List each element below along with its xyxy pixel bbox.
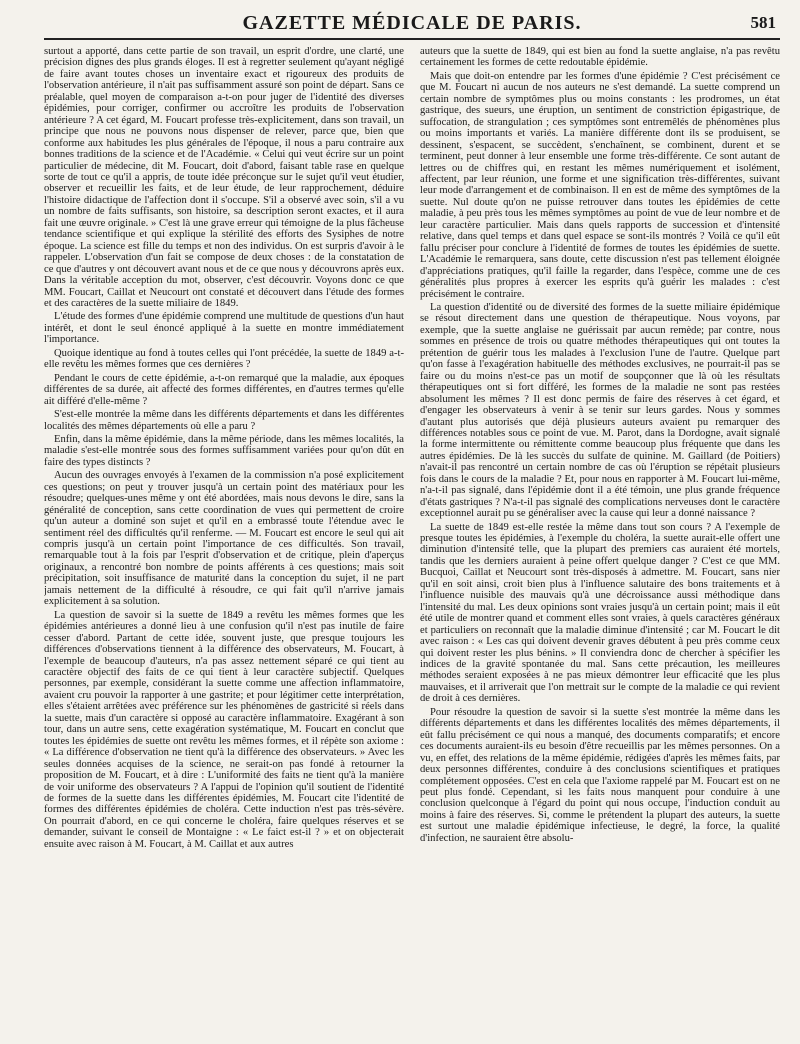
paragraph: La question d'identité ou de diversité des formes de la suette miliaire épidémique se résout directement dans une question de thérapeutique. Nous voyons, par exemple, que la suette anglaise ne guérissait par aucun remède; par contre, nous sommes en présence de trois ou quatre méthodes thérapeutiques qui ont toutes la prétention de guérir tous les malades à l'exclusion l'une de l'autre. Quelque part qu'on fasse à l'exagération habituelle des méthodes exclusives, ne pourrait-il pas se faire ou du moins n'est-ce pas un motif de soupçonner que là où les résultats thérapeutiques ont si fort différé, les formes de la maladie ne sont pas restées absolument les mêmes ? Il est donc permis de faire des réserves à cet égard, et d'engager les observateurs à venir à se tenir sur leurs gardes. Nous y sommes d'autant plus autorisés que déjà plusieurs auteurs avaient pu remarquer des différences notables sous ce point de vue. M. Parot, dans la Dordogne, avait signalé la forme intermittente ou rémittente comme beaucoup plus fréquente que dans les autres épidémies. De là les succès du sulfate de quinine. M. Gaillard (de Poitiers) n'avait-il pas rencontré un certain nombre de cas où l'éruption se répétait plusieurs fois dans le cours de la maladie ? Et, pour nous en rapporter à M. Foucart lui-même, n'a-t-il pas signalé, dans l'épidémie dont il a été témoin, une plus grande fréquence d'états gastriques ? N'a-t-il pas signalé des complications nerveuses dont le caractère exceptionnel aurait pu se généraliser avec la cause qui leur a donné naissance ? <box>420 301 780 520</box>
right-column <box>420 46 780 1044</box>
paragraph: La question de savoir si la suette de 1849 a revêtu les mêmes formes que les épidémies antérieures a donné lieu à une confusion qu'il n'est pas inutile de faire cesser d'abord. Partant de cette idée, souvent juste, que presque toujours les différences d'observations tiennent à la différence des observateurs, M. Foucart, à l'exemple de beaucoup d'auteurs, n'a pas assez nettement séparé ce qui tient au caractère objectif des faits de ce qui tient à leur caractère subjectif. Quelques personnes, par exemple, considérant la suette comme une affection inflammatoire, avaient cru pouvoir la rapporter à une gastrite; et pour légitimer cette interprétation, elles s'étaient arrêtées avec préférence sur les phénomènes de gastricité si réels dans la suette, mais d'un caractère si opposé au caractère inflammatoire. Exagérant à son tour, dans un autre sens, cette exagération systématique, M. Foucart en conclut que toutes les épidémies de suette ont revêtu les mêmes formes, et il répète son axiome : « La différence d'observation ne tient qu'à la différence des observateurs. » Avec les seules données acquises de la science, ne serait-on pas fondé à retourner la proposition de M. Foucart, et à dire : L'uniformité des faits ne tient qu'à la manière de voir uniforme des observateurs ? A l'appui de l'opinion qu'il soutient de l'identité de formes de la suette dans les différentes épidémies, M. Foucart cite l'identité de formes des différentes épidémies de choléra. Cette induction n'est pas très-sévère. On pourrait d'abord, en ce qui concerne le choléra, faire quelques réserves et se demander, suivant le conseil de Montaigne : « Le faict est-il ? » et on objecterait ensuite avec raison à M. Foucart, à M. Caillat et aux autres <box>44 609 404 850</box>
page-number: 581 <box>750 13 776 32</box>
text-columns <box>44 46 780 1044</box>
paragraph: Pour résoudre la question de savoir si la suette s'est montrée la même dans les différents départements et dans les différentes localités des mêmes départements, il eût fallu précisément ce qui nous a manqué, des documents comparatifs; et encore ces documents auraient-ils eu besoin d'être recueillis par les mêmes personnes. On a vu, en effet, des relations de la même épidémie, rédigées d'après les mêmes faits, par deux personnes différentes, conduire à des conclusions scientifiques et pratiques complétement opposées. C'est en cela que l'axiome rappelé par M. Foucart est on ne peut plus fondé. Cependant, si les faits nous manquent pour conduire à une conclusion quelconque à l'égard du point qui nous occupe, l'induction conduit au moins à faire des réserves. Si, comme le prétendent la plupart des auteurs, la suette est surtout une maladie épidémique infectieuse, le degré, la force, la qualité d'infection, ne sauraient être absolu- <box>420 706 780 844</box>
paragraph: S'est-elle montrée la même dans les différents départements et dans les différentes localités des mêmes départements où elle a paru ? <box>44 409 404 432</box>
journal-title: GAZETTE MÉDICALE DE PARIS. <box>242 12 582 34</box>
paragraph: Mais que doit-on entendre par les formes d'une épidémie ? C'est précisément ce que M. Foucart ni aucun de nos auteurs ne s'est demandé. La suette comprend un certain nombre de symptômes plus ou moins constants : les prodromes, un état gastrique, des sueurs, une éruption, un sentiment de constriction épigastrique, de suffocation, de strangulation ; ces symptômes sont entremêlés de phénomènes plus ou moins importants et variés. La manière différente dont ils se produisent, se dessinent, s'espacent, se succèdent, s'enchaînent, se combinent, durent et se terminent, peut donner à leur ensemble une forme très-différente. Ce sont autant de lettres ou de chiffres qui, en restant les mêmes numériquement et isolément, affectent, par leur réunion, une forme et une signification très-différentes, suivant leur mode d'arrangement et de combinaison. Il en est de même des symptômes de la suette. Nul doute qu'on ne puisse retrouver dans toutes les épidémies de cette maladie, à peu près tous les mêmes symptômes au point de vue de leur nombre et de leur caractère particulier. Mais dans quels rapports de succession et d'intensité relative, dans quel temps et dans quel espace se sont-ils montrés ? Voilà ce qu'il eût fallu préciser pour conclure à l'identité de formes de toutes les épidémies de suette. L'Académie le remarquera, sans doute, cette discussion n'est pas tellement éloignée d'appréciations pratiques, qu'il faille la regarder, dans l'espèce, comme une de ces généralités plus propres à exercer les esprits qu'à guérir les malades : c'est précisément le contraire. <box>420 70 780 300</box>
paragraph: auteurs que la suette de 1849, qui est bien au fond la suette anglaise, n'a pas revêtu certainement les formes de cette redoutable épidémie. <box>420 46 780 69</box>
paragraph: La suette de 1849 est-elle restée la même dans tout son cours ? A l'exemple de presque toutes les épidémies, à l'exemple du choléra, la suette aurait-elle offert une diminution d'intensité telle, que la plupart des premiers cas auraient été mortels, tandis que les derniers auraient à peine offert quelque danger ? C'est ce que MM. Bucquoi, Caillat et Neucourt sont très-disposés à admettre. M. Foucart, sans nier qu'il en soit ainsi, croit bien plus à l'influence salutaire des bons traitements et à l'influence nuisible des mauvais qu'à une décroissance aussi méthodique dans l'intensité du mal. Les deux opinions sont vraies jusqu'à un certain point; mais il eût été utile de montrer quand et comment elles sont vraies, à quels caractères généraux et particuliers on reconnaît que la maladie diminue d'intensité ; car M. Foucart le dit avec raison : « Les cas qui doivent devenir graves débutent à peu près comme ceux qui doivent rester les plus bénins. » Il conviendra donc de chercher à spécifier les indices de la gravité spontanée du mal. Sans cette précaution, les meilleures méthodes seraient exposées à ne pas mieux démontrer leur efficacité que les plus mauvaises, et il arriverait que l'on mettrait sur le compte de la maladie ce qui revient de droit à ces dernières. <box>420 521 780 705</box>
paragraph: surtout a apporté, dans cette partie de son travail, un esprit d'ordre, une clarté, une précision dignes des plus grands éloges. Il est à regretter seulement qu'ayant négligé de faire avant toutes choses un inventaire exact et rigoureux des produits de l'observation antérieure, il n'ait pas suffisamment assuré son point de départ. Sans ce préalable, quel moyen de comparaison a-t-on pour juger de l'identité des diverses épidémies, pour corriger, confirmer ou accroître les produits de l'observation antérieure ? A cet égard, M. Foucart professe très-explicitement, dans son travail, un principe que nous ne pouvons nous dispenser de relever, parce que, bien que conforme aux habitudes les plus générales de l'époque, il nous a paru contraire aux bonnes traditions de la science et de l'Académie. « Celui qui veut écrire sur un point particulier de médecine, dit M. Foucart, doit d'abord, faisant table rase en quelque sorte de tout ce qu'il a appris, de toute idée préconçue sur le sujet qu'il veut étudier, observer et recueillir les faits, et de leur étude, de leur rapprochement, déduire l'histoire didactique de l'affection dont il s'occupe. S'il a observé avec soin, s'il a vu un nombre de faits suffisants, son histoire, sa description seront exactes, et il aura fait une œuvre originale. » C'est là une grave erreur qui témoigne de la plus fâcheuse tendance scientifique et qui explique la stérilité des efforts des Sysiphes de notre époque. La science est fille du temps et non des individus. On est surpris d'avoir à le rappeler. L'observation d'un fait se compose de deux choses : de la constatation de ce que d'autres y ont découvert avant nous et de ce que nous y découvrons après eux. Dans la véritable acception du mot, observer, c'est découvrir. Voyons donc ce que MM. Foucart, Caillat et Neucourt ont constaté et découvert dans l'étude des formes et des caractères de la suette miliaire de 1849. <box>44 46 404 309</box>
paragraph: Aucun des ouvrages envoyés à l'examen de la commission n'a posé explicitement ces questions; on peut y trouver jusqu'à un certain point des matériaux pour les résoudre; quelques-unes même y ont été abordées, mais nous devons le dire, sans la généralité de conception, sans cette coordination de vues qui permettent de croire qu'un auteur a dominé son sujet et qu'il en a embrassé toute l'étendue avec le sentiment réel des difficultés qu'il renferme. — M. Foucart est encore le seul qui ait compris jusqu'à un certain point l'importance de ces difficultés. Son travail, remarquable tout à la fois par l'esprit d'observation et de critique, plein d'aperçus originaux, a rencontré bon nombre de points afférents à ces questions; mais soit précipitation, soit insuffisance de maturité dans la conception du sujet, il ne part jamais nettement de la difficulté à résoudre, ce qui fait qu'il n'arrive jamais explicitement à sa solution. <box>44 470 404 608</box>
left-column <box>44 46 404 1044</box>
page-header <box>44 8 780 40</box>
paragraph: Enfin, dans la même épidémie, dans la même période, dans les mêmes localités, la maladie s'est-elle montrée sous des formes suffisamment variées pour qu'on dût en faire des types distincts ? <box>44 433 404 468</box>
paragraph: Quoique identique au fond à toutes celles qui l'ont précédée, la suette de 1849 a-t-elle revêtu les mêmes formes que ces dernières ? <box>44 347 404 371</box>
paragraph: L'étude des formes d'une épidémie comprend une multitude de questions d'un haut intérêt, et dont le seul énoncé appliqué à la suette en montre immédiatement l'importance. <box>44 311 404 346</box>
paragraph: Pendant le cours de cette épidémie, a-t-on remarqué que la maladie, aux époques différentes de sa durée, ait affecté des formes différentes, en d'autres termes qu'elle ait différé d'elle-même ? <box>44 372 404 407</box>
